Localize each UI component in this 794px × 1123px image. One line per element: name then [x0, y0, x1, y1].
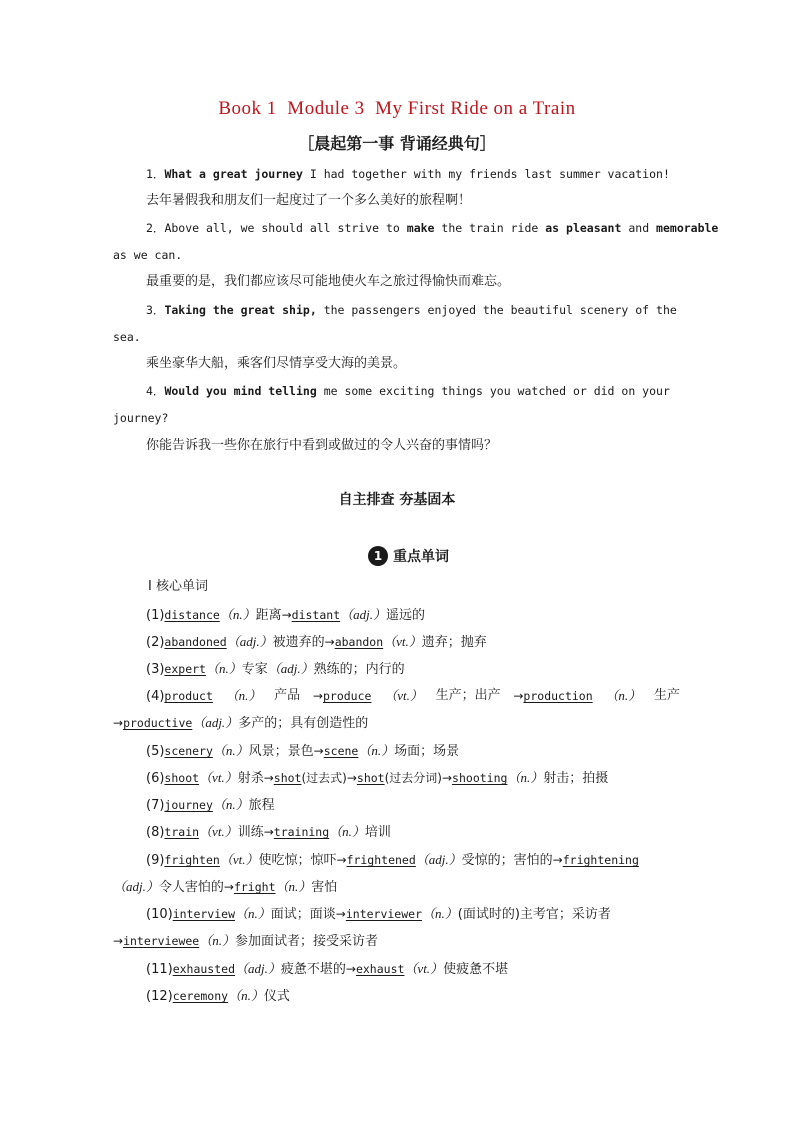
part-of-speech: （vt.）	[219, 852, 259, 867]
part-of-speech: （n.）	[358, 743, 395, 758]
sentence-text: me some exciting things you watched or did on your	[316, 384, 670, 398]
sentence-4-zh: 你能告诉我一些你在旅行中看到或做过的令人兴奋的事情吗？	[146, 438, 498, 453]
sentence-3-zh: 乘坐豪华大船，乘客们尽情享受大海的美景。	[146, 356, 407, 371]
part-of-speech: （n.）	[422, 906, 458, 921]
sentence-4-en	[0, 382, 794, 400]
arrow-icon: →	[223, 880, 234, 894]
vocab-item-1	[0, 606, 794, 625]
vocab-meaning: 生产	[653, 688, 680, 703]
vocab-word: productive	[123, 716, 193, 730]
sentence-number: 1．	[146, 167, 165, 181]
tense-note: (过去分词)	[384, 771, 442, 785]
arrow-icon: →	[513, 689, 524, 703]
arrow-icon: →	[113, 716, 124, 730]
sentence-1-zh: 去年暑假我和朋友们一起度过了一个多么美好的旅程啊！	[146, 193, 472, 208]
vocab-item-8	[0, 823, 794, 842]
sentence-key-phrase: as pleasant	[545, 221, 622, 235]
part-of-speech: （n.）	[219, 607, 256, 622]
sentence-text: the passengers enjoyed the beautiful scenery of the	[316, 303, 677, 317]
sentence-key-phrase: make	[406, 221, 435, 235]
vocab-meaning: 令人害怕的	[158, 880, 224, 895]
vocab-meaning: 距离	[255, 608, 282, 623]
vocab-number: (12)	[146, 989, 173, 1004]
arrow-icon: →	[335, 907, 346, 921]
vocab-item-2	[0, 633, 794, 652]
part-of-speech: （n.）	[235, 906, 271, 921]
arrow-icon: →	[313, 744, 324, 758]
vocab-meaning: 被遗弃的	[272, 635, 325, 650]
vocab-number: (10)	[146, 907, 173, 922]
vocab-item-12	[0, 987, 794, 1006]
part-of-speech: （n.）	[329, 824, 365, 839]
vocab-word: scene	[323, 744, 359, 758]
vocab-word: scenery	[164, 744, 213, 758]
vocab-meaning: 射击；拍摄	[543, 771, 609, 786]
sentence-number: 3．	[146, 303, 165, 317]
part-of-speech: （adj.）	[340, 607, 386, 622]
part-of-speech: （n.）	[228, 988, 264, 1003]
vocab-meaning: 害怕	[311, 880, 338, 895]
vocab-item-4	[0, 687, 794, 706]
part-of-speech: （n.）	[225, 688, 262, 703]
sentence-text: I had together with my friends last summer vacation!	[302, 167, 670, 181]
vocab-word: exhausted	[172, 962, 235, 976]
circle-number-icon: 1	[368, 546, 388, 566]
sentence-4-en-cont: journey?	[113, 411, 169, 425]
vocab-word: production	[523, 689, 593, 703]
vocab-meaning: 仪式	[263, 989, 290, 1004]
arrow-icon: →	[336, 853, 347, 867]
sentence-key-phrase: What a great journey	[164, 167, 303, 181]
vocab-meaning: 疲惫不堪的	[280, 962, 346, 977]
vocab-meaning: 使疲惫不堪	[443, 962, 509, 977]
vocab-word: abandoned	[164, 635, 227, 649]
sub-section-heading	[368, 546, 449, 566]
vocab-number: (6)	[146, 771, 165, 786]
part-of-speech: （adj.）	[235, 961, 281, 976]
part-of-speech: （n.）	[212, 743, 249, 758]
vocab-meaning: 场面；场景	[394, 744, 460, 759]
arrow-icon: →	[281, 608, 292, 622]
vocab-meaning: 使吃惊；惊吓	[258, 853, 337, 868]
sentence-number: 4．	[146, 384, 165, 398]
vocab-word: interviewer	[345, 907, 423, 921]
vocab-meaning: 受惊的；害怕的	[461, 853, 553, 868]
arrow-icon: →	[113, 934, 124, 948]
vocab-item-9	[0, 851, 794, 870]
page-subtitle: ［晨起第一事 背诵经典句］	[298, 134, 496, 153]
part-of-speech: （vt.）	[384, 688, 423, 703]
vocab-item-9-cont	[0, 878, 794, 897]
sentence-number: 2．	[146, 221, 165, 235]
vocab-meaning: (面试时的)主考官；采访者	[457, 907, 611, 922]
vocab-word: training	[273, 825, 330, 839]
vocab-word: ceremony	[172, 989, 229, 1003]
vocab-word: frighten	[164, 853, 220, 867]
vocab-word: produce	[322, 689, 372, 703]
sentence-text: the train ride	[434, 221, 546, 235]
vocab-number: (5)	[146, 744, 165, 759]
part-of-speech: （adj.）	[415, 852, 462, 867]
vocab-meaning: 遗弃；抛弃	[421, 635, 487, 650]
part-of-speech: （n.）	[199, 933, 235, 948]
vocab-number: (3)	[146, 662, 165, 677]
part-of-speech: （adj.）	[192, 715, 239, 730]
vocab-number: (7)	[146, 798, 165, 813]
part-of-speech: （vt.）	[199, 770, 238, 785]
vocab-meaning: 熟练的；内行的	[313, 662, 405, 677]
sentence-2-zh: 最重要的是，我们都应该尽可能地使火车之旅过得愉快而难忘。	[146, 274, 511, 289]
arrow-icon: →	[552, 853, 563, 867]
arrow-icon: →	[345, 962, 356, 976]
vocab-number: (1)	[146, 608, 165, 623]
part-of-speech: （n.）	[205, 661, 242, 676]
vocab-item-4-cont	[0, 714, 794, 733]
vocab-word: expert	[164, 662, 206, 676]
vocab-meaning: 多产的；具有创造性的	[238, 716, 369, 731]
vocab-item-3	[0, 660, 794, 679]
vocab-meaning: 风景；景色	[248, 744, 314, 759]
section-title: 自主排查 夯基固本	[338, 492, 456, 508]
vocab-word: distant	[291, 608, 341, 622]
part-of-speech: （n.）	[605, 688, 642, 703]
vocab-meaning: 射杀	[237, 771, 264, 786]
arrow-icon: →	[263, 825, 274, 839]
part-of-speech: （n.）	[212, 797, 249, 812]
vocab-meaning: 培训	[364, 825, 391, 840]
part-of-speech: （n.）	[275, 879, 312, 894]
vocab-word: abandon	[334, 635, 384, 649]
vocab-word: frightened	[346, 853, 416, 867]
part-of-speech: （adj.）	[226, 634, 273, 649]
arrow-icon: →	[346, 771, 357, 785]
part-heading: Ⅰ 核心单词	[148, 579, 208, 594]
vocab-number: (4)	[146, 689, 165, 704]
vocab-word: journey	[164, 798, 213, 812]
vocab-meaning: 遥远的	[386, 608, 426, 623]
vocab-number: (11)	[146, 962, 173, 977]
vocab-word: product	[164, 689, 213, 703]
vocab-word: interviewee	[123, 934, 200, 948]
vocab-item-6	[0, 769, 794, 788]
part-of-speech: （adj.）	[267, 661, 314, 676]
sentence-2-en	[0, 219, 794, 237]
vocab-word: shoot	[164, 771, 200, 785]
sentence-3-en-cont: sea.	[113, 330, 141, 344]
sentence-text: Above all, we should all strive to	[164, 221, 407, 235]
sentence-key-phrase: Taking the great ship,	[164, 303, 317, 317]
part-of-speech: （n.）	[507, 770, 544, 785]
sentence-text: and	[621, 221, 657, 235]
sentence-key-phrase: Would you mind telling	[164, 384, 317, 398]
sentence-1-en	[0, 165, 794, 183]
vocab-meaning: 旅程	[248, 798, 275, 813]
part-of-speech: （vt.）	[199, 824, 238, 839]
vocab-word: interview	[172, 907, 235, 921]
arrow-icon: →	[312, 689, 323, 703]
part-of-speech: （adj.）	[113, 879, 159, 894]
vocab-item-7	[0, 796, 794, 815]
vocab-meaning: 生产；出产	[435, 688, 501, 703]
vocab-number: (8)	[146, 825, 165, 840]
sentence-3-en	[0, 301, 794, 319]
vocab-meaning: 训练	[237, 825, 264, 840]
vocab-meaning: 专家	[241, 662, 268, 677]
vocab-item-10	[0, 905, 794, 924]
sub-section-label: 重点单词	[393, 549, 449, 565]
arrow-icon: →	[324, 635, 335, 649]
vocab-word: exhaust	[355, 962, 405, 976]
vocab-item-11	[0, 960, 794, 979]
arrow-icon: →	[263, 771, 274, 785]
vocab-item-5	[0, 742, 794, 761]
vocab-word: shooting	[452, 771, 508, 785]
vocab-word: distance	[164, 608, 220, 622]
part-of-speech: （vt.）	[383, 634, 422, 649]
vocab-number: (2)	[146, 635, 165, 650]
tense-note: (过去式)	[301, 771, 347, 785]
page-title: Book 1 Module 3 My First Ride on a Train	[218, 98, 576, 119]
vocab-meaning: 参加面试者；接受采访者	[235, 934, 379, 949]
vocab-word: shot	[356, 771, 385, 785]
vocab-meaning: 产品	[274, 688, 301, 703]
sentence-key-phrase: memorable	[656, 221, 719, 235]
sentence-2-en-cont: as we can.	[113, 248, 183, 262]
vocab-meaning: 面试；面谈	[270, 907, 336, 922]
vocab-word: train	[164, 825, 200, 839]
vocab-word: shot	[273, 771, 302, 785]
vocab-word: fright	[233, 880, 276, 894]
vocab-number: (9)	[146, 853, 165, 868]
vocab-item-10-cont	[0, 932, 794, 951]
part-of-speech: （vt.）	[404, 961, 444, 976]
arrow-icon: →	[441, 771, 453, 785]
vocab-word: frightening	[562, 853, 639, 867]
